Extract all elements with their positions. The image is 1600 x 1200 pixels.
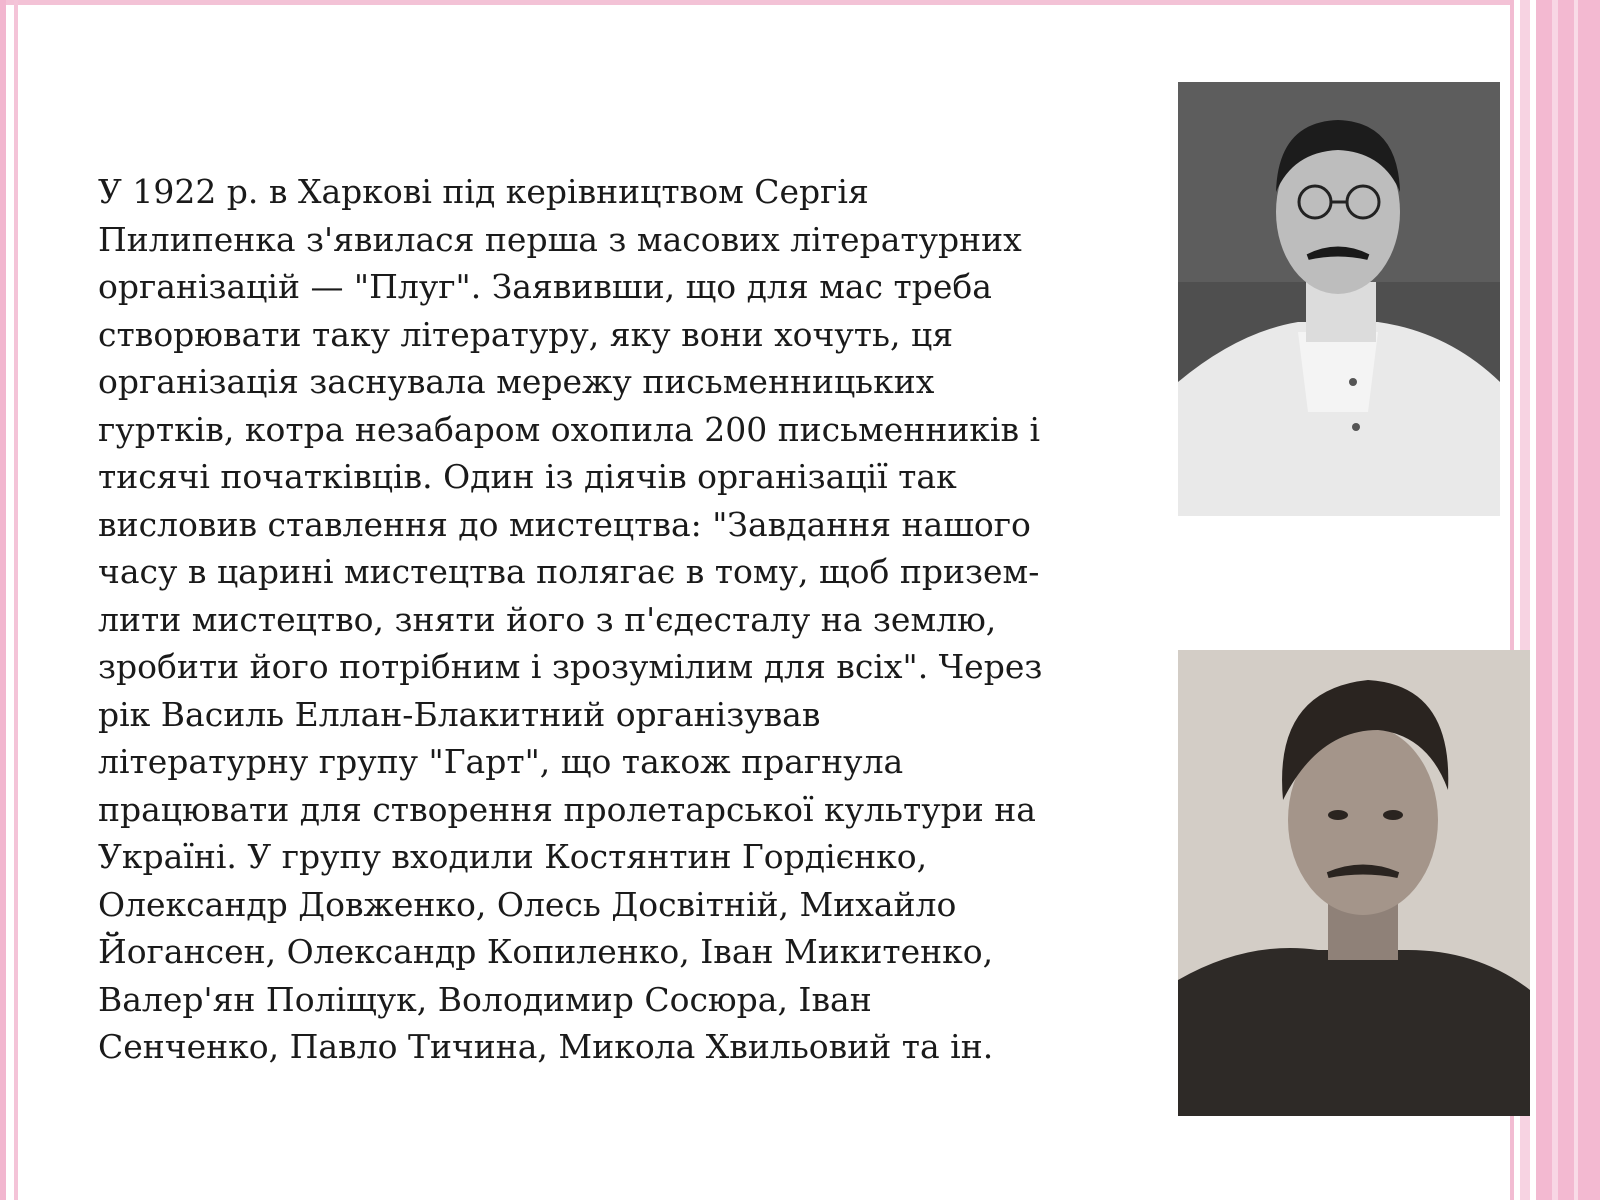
frame-right-stripe — [1552, 0, 1558, 1200]
body-paragraph: У 1922 р. в Харкові під керівництвом Сергія Пилипенка з'явилася перша з масових літературних організацій — "Плуг". Заявивши, що для мас треба створювати таку літературу, яку вони хочуть, ця організація заснувала мережу письменницьких гуртків, котра незабаром охопила 200 письменників і тисячі початківців. Один із діячів організації так висловив ставлення до мистецтва: "Завдання нашого часу в царині мистецтва полягає в тому, щоб призем- лити мистецтво, зняти його з п'єдесталу на землю, зробити його потрібним і зрозумілим для всіх". Через рік Василь Еллан-Блакитний організував літературну групу "Гарт", що також прагнула працювати для створення пролетарської культури на Україні. У групу входили Костянтин Гордієнко, Олександр Довженко, Олесь Досвітній, Михайло Йогансен, Олександр Копиленко, Іван Микитенко, Валер'ян Поліщук, Володимир Сосюра, Іван Сенченко, Павло Тичина, Микола Хвильовий та ін. — [98, 172, 1043, 1066]
portrait-photo-bottom — [1178, 650, 1530, 1116]
frame-right-stripe — [1574, 0, 1578, 1200]
frame-top-stripe — [0, 0, 1510, 5]
frame-left-stripe — [0, 0, 6, 1200]
portrait-photo-top — [1178, 82, 1500, 516]
frame-left-inner-stripe — [14, 0, 18, 1200]
frame-right-stripe — [1536, 0, 1600, 1200]
